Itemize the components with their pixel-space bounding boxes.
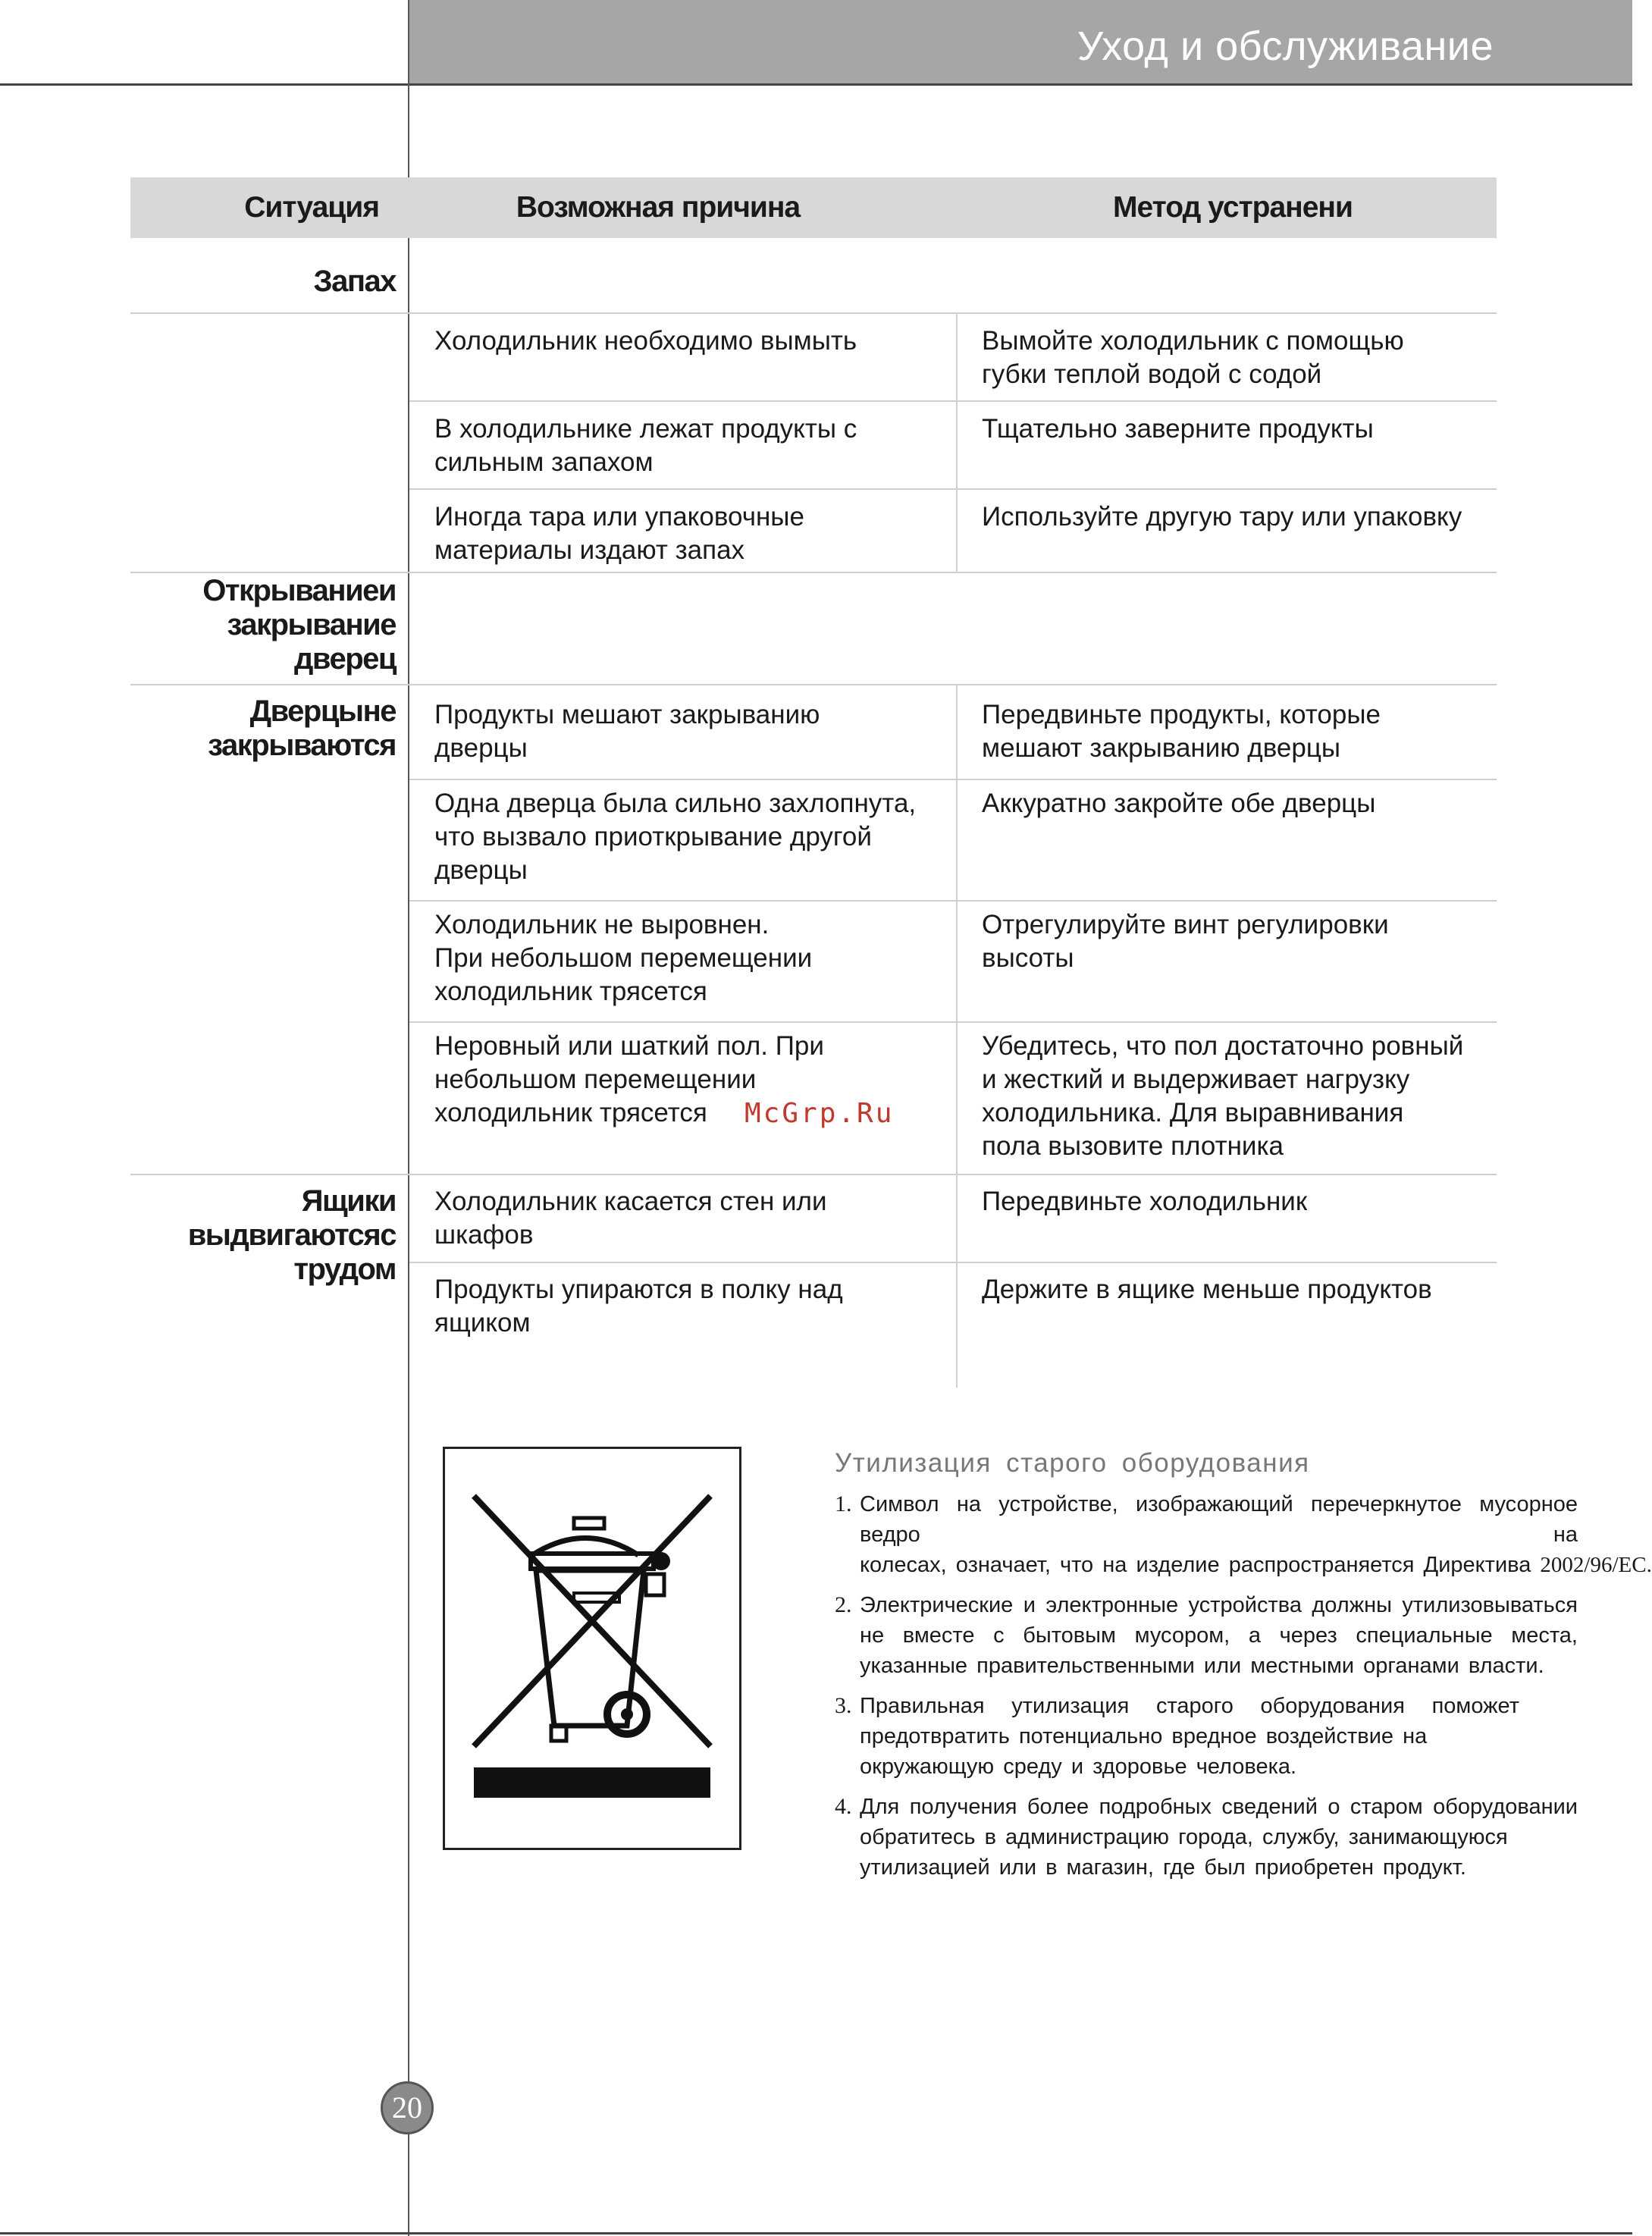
disposal-list	[835, 1489, 1652, 1893]
header-rule	[0, 83, 1632, 86]
cause-cell: Продукты упираются в полку над ящиком	[434, 1275, 843, 1338]
item-number: 3.	[835, 1693, 852, 1718]
item-line: Электрические и электронные устройства должны утилизовываться	[860, 1593, 1578, 1617]
page-number: 20	[381, 2081, 434, 2134]
header-bar	[408, 0, 1632, 85]
method-cell: Используйте другую тару или упаковку	[982, 502, 1462, 532]
method-cell: Передвиньте холодильник	[982, 1187, 1308, 1216]
item-line: не вместе с бытовым мусором, а через специальные места,	[860, 1623, 1578, 1648]
column-divider	[956, 314, 958, 572]
situation-odor: Запах	[313, 265, 396, 298]
left-margin-rule	[408, 0, 409, 2236]
row-divider	[409, 779, 1497, 780]
item-line: колесах, означает, что на изделие распространяется Директива 2002/96/EC.	[860, 1553, 1652, 1577]
method-cell: Вымойте холодильник с помощью губки теплой водой с содой	[982, 326, 1404, 389]
row-divider	[130, 572, 1497, 573]
disposal-title: Утилизация старого оборудования	[835, 1448, 1310, 1478]
row-divider	[409, 1262, 1497, 1263]
method-cell: Аккуратно закройте обе дверцы	[982, 789, 1376, 818]
method-cell: Передвиньте продукты, которые мешают закрыванию дверцы	[982, 700, 1381, 763]
cause-cell: Неровный или шаткий пол. При небольшом перемещении холодильник трясется	[434, 1031, 824, 1127]
item-line: окружающую среду и здоровье человека.	[860, 1755, 1297, 1779]
row-divider	[409, 488, 1497, 490]
cause-cell: Одна дверца была сильно захлопнута, что вызвало приоткрывание другой дверцы	[434, 789, 917, 885]
row-divider	[409, 400, 1497, 402]
item-number: 1.	[835, 1491, 852, 1516]
disposal-item	[835, 1489, 1652, 1580]
watermark: McGrp.Ru	[744, 1098, 895, 1129]
disposal-item	[835, 1691, 1519, 1782]
situation-doors-not-closing: Дверцыне закрываются	[208, 695, 396, 762]
item-number: 4.	[835, 1794, 852, 1819]
disposal-item	[835, 1590, 1578, 1681]
footer-rule	[0, 2232, 1632, 2234]
row-divider	[130, 684, 1497, 685]
header-method: Метод устранени	[1113, 191, 1353, 224]
row-divider	[409, 1021, 1497, 1023]
header-cause: Возможная причина	[516, 191, 801, 224]
crossed-bin-icon	[445, 1449, 739, 1848]
page-title: Уход и обслуживание	[1077, 24, 1494, 69]
item-line: Для получения более подробных сведений о старом оборудовании	[860, 1795, 1578, 1819]
cause-cell: Продукты мешают закрыванию дверцы	[434, 700, 820, 763]
item-line: утилизацией или в магазин, где был приобретен продукт.	[860, 1855, 1466, 1880]
table-header	[130, 177, 1497, 238]
cause-cell: Холодильник не выровнен. При небольшом перемещении холодильник трясется	[434, 910, 813, 1006]
item-line: предотвратить потенциально вредное воздействие на	[860, 1724, 1428, 1748]
row-divider	[409, 900, 1497, 902]
row-divider	[130, 312, 1497, 314]
cause-cell: В холодильнике лежат продукты с сильным запахом	[434, 414, 857, 477]
cause-cell: Иногда тара или упаковочные материалы издают запах	[434, 502, 804, 565]
method-cell: Отрегулируйте винт регулировки высоты	[982, 910, 1389, 973]
item-number: 2.	[835, 1592, 852, 1617]
header-situation: Ситуация	[244, 191, 379, 224]
method-cell: Убедитесь, что пол достаточно ровный и жесткий и выдерживает нагрузку холодильника. Для выравнивания пола вызовите плотника	[982, 1031, 1464, 1161]
situation-door-opening: Открываниеи закрывание дверец	[202, 574, 396, 676]
disposal-item	[835, 1792, 1578, 1883]
column-divider	[956, 685, 958, 1388]
method-cell: Тщательно заверните продукты	[982, 414, 1374, 444]
item-line: Правильная утилизация старого оборудования поможет	[860, 1694, 1519, 1718]
cause-cell: Холодильник касается стен или шкафов	[434, 1187, 827, 1250]
item-line: обратитесь в администрацию города, службу, занимающуюся	[860, 1825, 1508, 1849]
item-line: указанные правительственными или местными органами власти.	[860, 1654, 1544, 1678]
item-line: Символ на устройстве, изображающий перечеркнутое мусорное ведро на	[860, 1492, 1578, 1547]
method-cell: Держите в ящике меньше продуктов	[982, 1275, 1432, 1304]
weee-symbol-frame	[443, 1447, 741, 1850]
row-divider	[130, 1174, 1497, 1175]
situation-drawers-stiff: Ящики выдвигаютсяс трудом	[187, 1184, 396, 1286]
cause-cell: Холодильник необходимо вымыть	[434, 326, 857, 356]
